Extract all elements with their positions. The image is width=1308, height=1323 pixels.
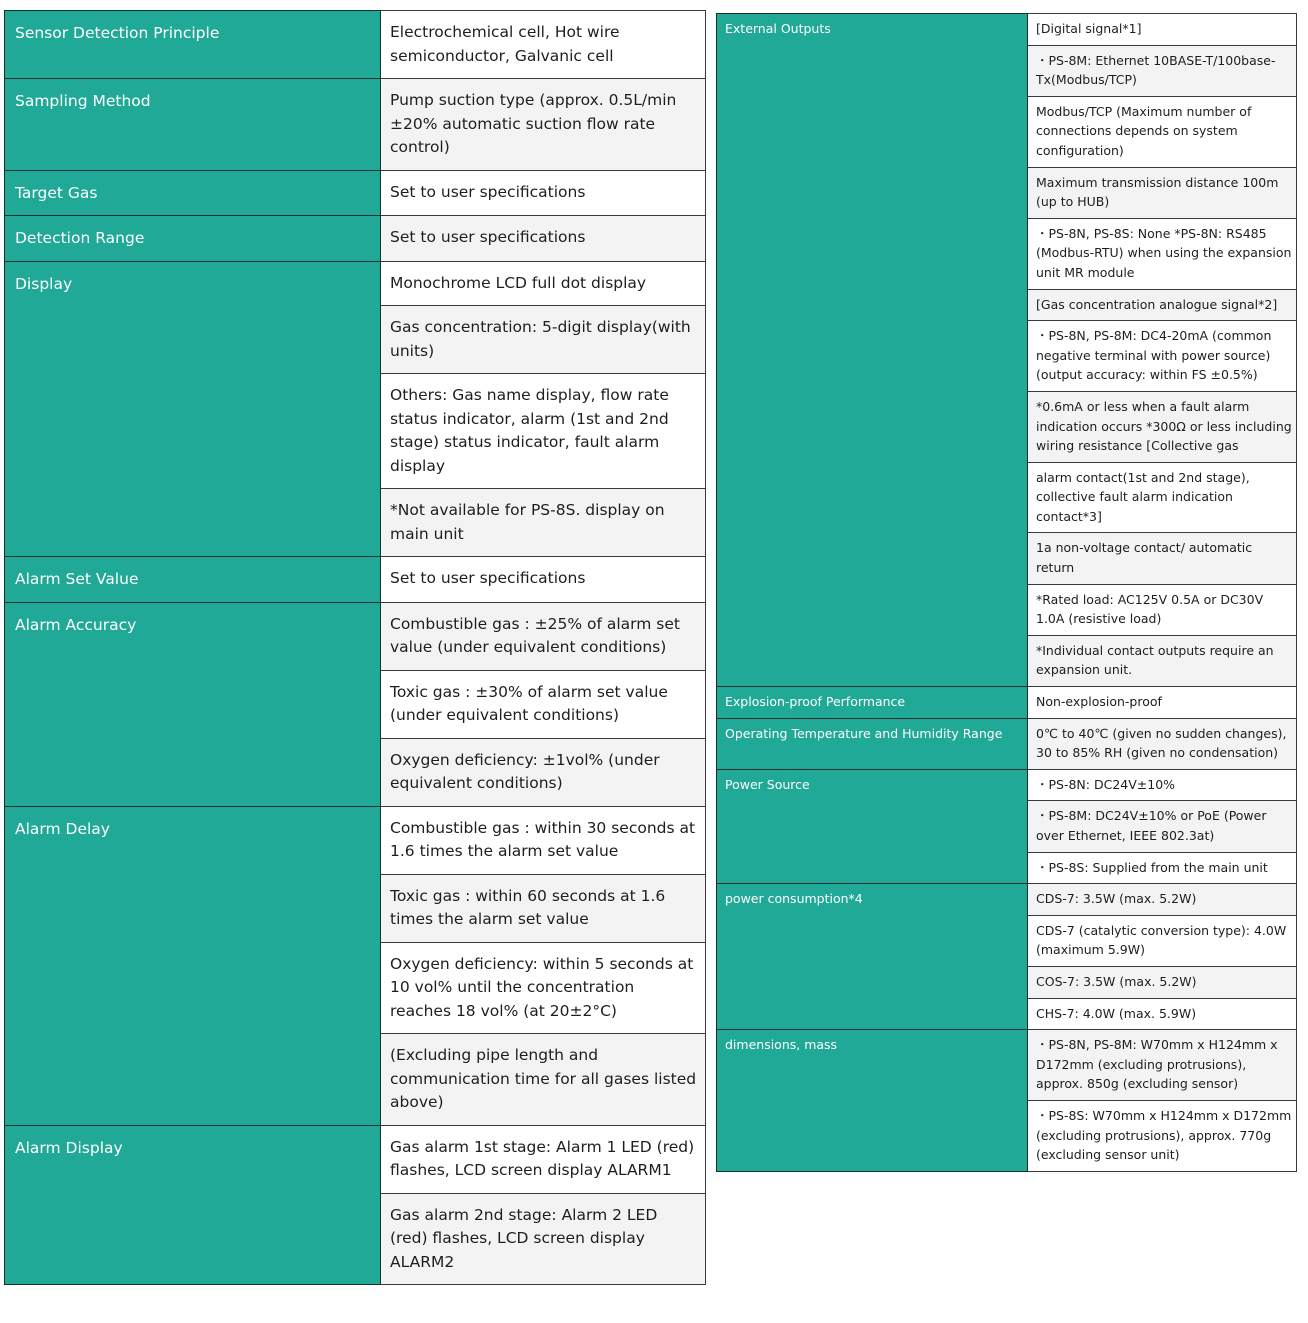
spec-value: ・PS-8S: Supplied from the main unit (1028, 852, 1297, 884)
spec-value: Gas alarm 1st stage: Alarm 1 LED (red) flashes, LCD screen display ALARM1 (381, 1125, 706, 1193)
spec-value: Electrochemical cell, Hot wire semiconductor, Galvanic cell (381, 11, 706, 79)
spec-value: *Rated load: AC125V 0.5A or DC30V 1.0A (resistive load) (1028, 584, 1297, 635)
spec-value: COS-7: 3.5W (max. 5.2W) (1028, 966, 1297, 998)
spec-value: (Excluding pipe length and communication time for all gases listed above) (381, 1034, 706, 1126)
spec-value: Modbus/TCP (Maximum number of connections depends on system configuration) (1028, 96, 1297, 167)
spec-label: Operating Temperature and Humidity Range (717, 718, 1028, 769)
spec-table-right (716, 13, 1297, 1172)
spec-value: Gas alarm 2nd stage: Alarm 2 LED (red) flashes, LCD screen display ALARM2 (381, 1193, 706, 1285)
spec-label: Target Gas (5, 170, 381, 216)
spec-row (717, 769, 1297, 801)
spec-value: Set to user specifications (381, 557, 706, 603)
spec-value: 0℃ to 40℃ (given no sudden changes), 30 to 85% RH (given no condensation) (1028, 718, 1297, 769)
spec-row (5, 170, 706, 216)
spec-row (5, 79, 706, 171)
spec-value: Gas concentration: 5-digit display(with units) (381, 306, 706, 374)
spec-row (5, 216, 706, 262)
spec-row (717, 687, 1297, 719)
spec-label: Detection Range (5, 216, 381, 262)
spec-value: Set to user specifications (381, 170, 706, 216)
spec-value: *Individual contact outputs require an expansion unit. (1028, 635, 1297, 686)
spec-row (717, 718, 1297, 769)
spec-value: ・PS-8N: DC24V±10% (1028, 769, 1297, 801)
spec-value: [Digital signal*1] (1028, 14, 1297, 46)
spec-label: Alarm Delay (5, 806, 381, 1125)
spec-row (5, 261, 706, 306)
spec-value: ・PS-8M: Ethernet 10BASE-T/100base-Tx(Modbus/TCP) (1028, 45, 1297, 96)
spec-table-left-body (5, 11, 706, 1285)
spec-value: ・PS-8S: W70mm x H124mm x D172mm (excluding protrusions), approx. 770g (excluding sensor unit) (1028, 1100, 1297, 1171)
spec-label: Alarm Set Value (5, 557, 381, 603)
spec-row (717, 14, 1297, 46)
spec-value: CDS-7: 3.5W (max. 5.2W) (1028, 884, 1297, 916)
spec-label: Explosion-proof Performance (717, 687, 1028, 719)
spec-value: Combustible gas : within 30 seconds at 1.6 times the alarm set value (381, 806, 706, 874)
spec-value: Maximum transmission distance 100m (up to HUB) (1028, 167, 1297, 218)
spec-value: ・PS-8N, PS-8S: None *PS-8N: RS485 (Modbus-RTU) when using the expansion unit MR module (1028, 218, 1297, 289)
spec-row (5, 806, 706, 874)
spec-value: Monochrome LCD full dot display (381, 261, 706, 306)
spec-table-right-body (717, 14, 1297, 1172)
spec-value: CHS-7: 4.0W (max. 5.9W) (1028, 998, 1297, 1030)
spec-value: ・PS-8N, PS-8M: W70mm x H124mm x D172mm (excluding protrusions), approx. 850g (excluding sensor) (1028, 1030, 1297, 1101)
spec-row (5, 602, 706, 670)
spec-row (717, 884, 1297, 916)
spec-value: Pump suction type (approx. 0.5L/min ±20% automatic suction flow rate control) (381, 79, 706, 171)
spec-value: *Not available for PS-8S. display on main unit (381, 489, 706, 557)
spec-label: Alarm Display (5, 1125, 381, 1285)
spec-value: CDS-7 (catalytic conversion type): 4.0W (maximum 5.9W) (1028, 915, 1297, 966)
spec-value: Toxic gas : within 60 seconds at 1.6 times the alarm set value (381, 874, 706, 942)
spec-label: Display (5, 261, 381, 557)
spec-value: Non-explosion-proof (1028, 687, 1297, 719)
spec-label: power consumption*4 (717, 884, 1028, 1030)
spec-row (5, 11, 706, 79)
spec-table-left (4, 10, 706, 1285)
spec-value: 1a non-voltage contact/ automatic return (1028, 533, 1297, 584)
spec-label: Power Source (717, 769, 1028, 883)
spec-value: ・PS-8N, PS-8M: DC4-20mA (common negative terminal with power source) (output accuracy: within FS ±0.5%) (1028, 321, 1297, 392)
spec-value: ・PS-8M: DC24V±10% or PoE (Power over Ethernet, IEEE 802.3at) (1028, 801, 1297, 852)
spec-value: alarm contact(1st and 2nd stage), collective fault alarm indication contact*3] (1028, 462, 1297, 533)
spec-value: Combustible gas : ±25% of alarm set value (under equivalent conditions) (381, 602, 706, 670)
spec-value: Others: Gas name display, flow rate status indicator, alarm (1st and 2nd stage) status indicator, fault alarm display (381, 374, 706, 489)
spec-value: Oxygen deficiency: ±1vol% (under equivalent conditions) (381, 738, 706, 806)
spec-label: Sensor Detection Principle (5, 11, 381, 79)
spec-row (5, 557, 706, 603)
spec-label: Sampling Method (5, 79, 381, 171)
spec-value: *0.6mA or less when a fault alarm indication occurs *300Ω or less including wiring resistance [Collective gas (1028, 391, 1297, 462)
spec-label: External Outputs (717, 14, 1028, 687)
spec-value: Toxic gas : ±30% of alarm set value (under equivalent conditions) (381, 670, 706, 738)
spec-row (717, 1030, 1297, 1101)
spec-value: Set to user specifications (381, 216, 706, 262)
spec-label: Alarm Accuracy (5, 602, 381, 806)
spec-row (5, 1125, 706, 1193)
spec-value: Oxygen deficiency: within 5 seconds at 10 vol% until the concentration reaches 18 vol% (at 20±2°C) (381, 942, 706, 1034)
spec-label: dimensions, mass (717, 1030, 1028, 1172)
spec-value: [Gas concentration analogue signal*2] (1028, 289, 1297, 321)
